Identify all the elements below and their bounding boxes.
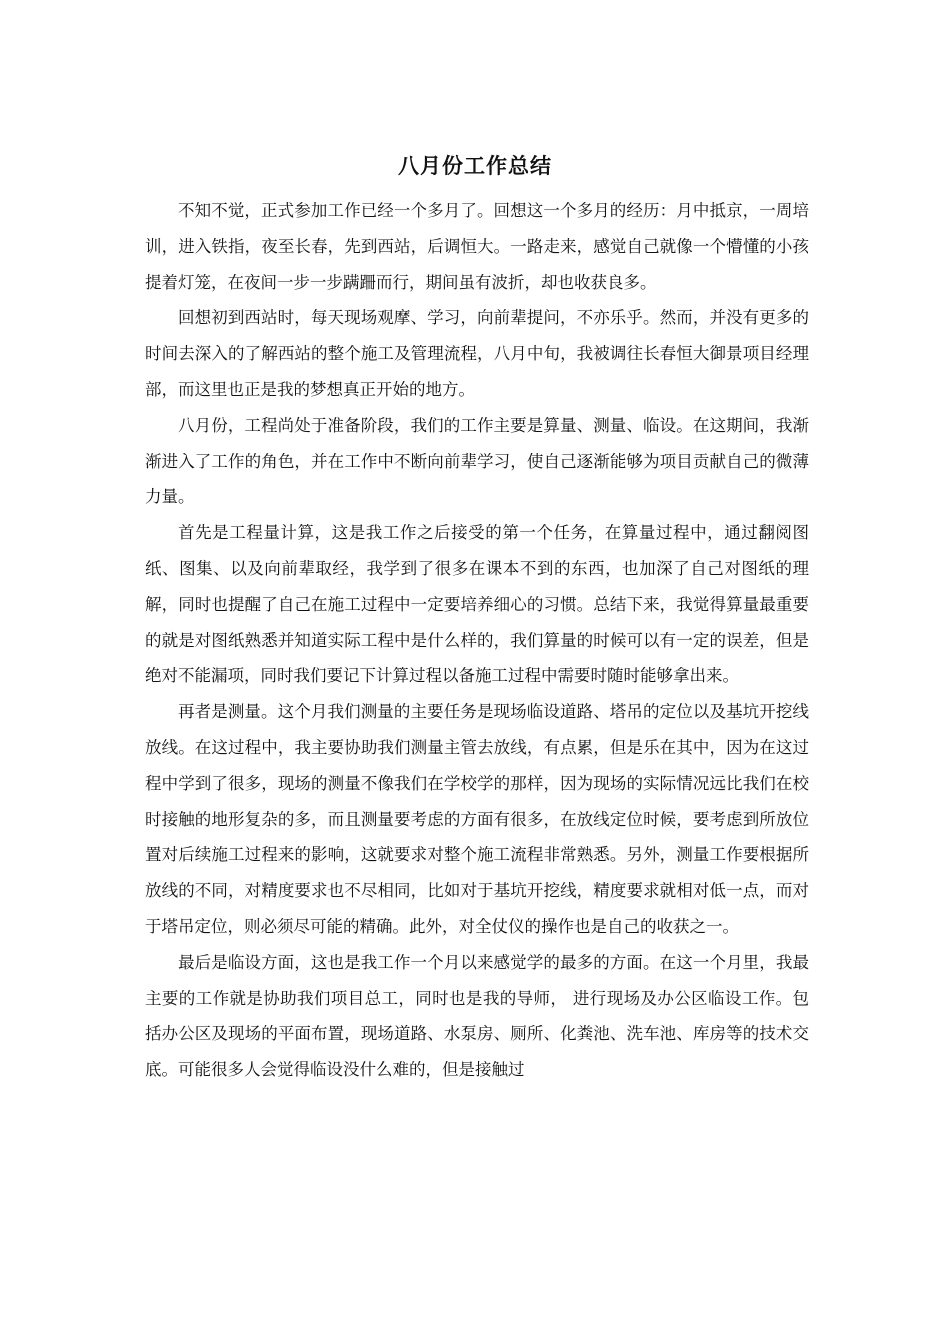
paragraph-5: 再者是测量。这个月我们测量的主要任务是现场临设道路、塔吊的定位以及基坑开挖线放线。在这过程中，我主要协助我们测量主管去放线，有点累，但是乐在其中，因为在这过程中学到了很多，现场的测量不像我们在学校学的那样，因为现场的实际情况远比我们在校时接触的地形复杂的多，而且测量要考虑的方面有很多，在放线定位时候，要考虑到所放位置对后续施工过程来的影响，这就要求对整个施工流程非常熟悉。另外，测量工作要根据所放线的不同，对精度要求也不尽相同，比如对于基坑开挖线，精度要求就相对低一点，而对于塔吊定位，则必须尽可能的精确。此外，对全仗仪的操作也是自己的收获之一。 <box>145 702 809 936</box>
paragraph-4: 首先是工程量计算，这是我工作之后接受的第一个任务，在算量过程中，通过翻阅图纸、图集、以及向前辈取经，我学到了很多在课本不到的东西，也加深了自己对图纸的理解，同时也提醒了自己在施工过程中一定要培养细心的习惯。总结下来，我觉得算量最重要的就是对图纸熟悉并知道实际工程中是什么样的，我们算量的时候可以有一定的误差，但是绝对不能漏项，同时我们要记下计算过程以备施工过程中需要时随时能够拿出来。 <box>145 523 809 686</box>
document-body <box>145 193 809 1088</box>
paragraph-6: 最后是临设方面，这也是我工作一个月以来感觉学的最多的方面。在这一个月里，我最主要的工作就是协助我们项目总工，同时也是我的导师， 进行现场及办公区临设工作。包括办公区及现场的平面布置，现场道路、水泵房、厕所、化粪池、洗车池、库房等的技术交底。可能很多人会觉得临设没什么难的，但是接触过 <box>145 952 809 1080</box>
paragraph-3: 八月份，工程尚处于准备阶段，我们的工作主要是算量、测量、临设。在这期间，我渐渐进入了工作的角色，并在工作中不断向前辈学习，使自己逐渐能够为项目贡献自己的微薄力量。 <box>145 415 809 507</box>
document-title: 八月份工作总结 <box>398 154 552 178</box>
paragraph-2: 回想初到西站时，每天现场观摩、学习，向前辈提问，不亦乐乎。然而，并没有更多的时间去深入的了解西站的整个施工及管理流程，八月中旬，我被调往长春恒大御景项目经理部，而这里也正是我的梦想真正开始的地方。 <box>145 308 809 399</box>
paragraph-1: 不知不觉，正式参加工作已经一个多月了。回想这一个多月的经历：月中抵京，一周培训，进入铁指，夜至长春，先到西站，后调恒大。一路走来，感觉自己就像一个懵懂的小孩提着灯笼，在夜间一步一步蹒跚而行，期间虽有波折，却也收获良多。 <box>145 201 809 292</box>
